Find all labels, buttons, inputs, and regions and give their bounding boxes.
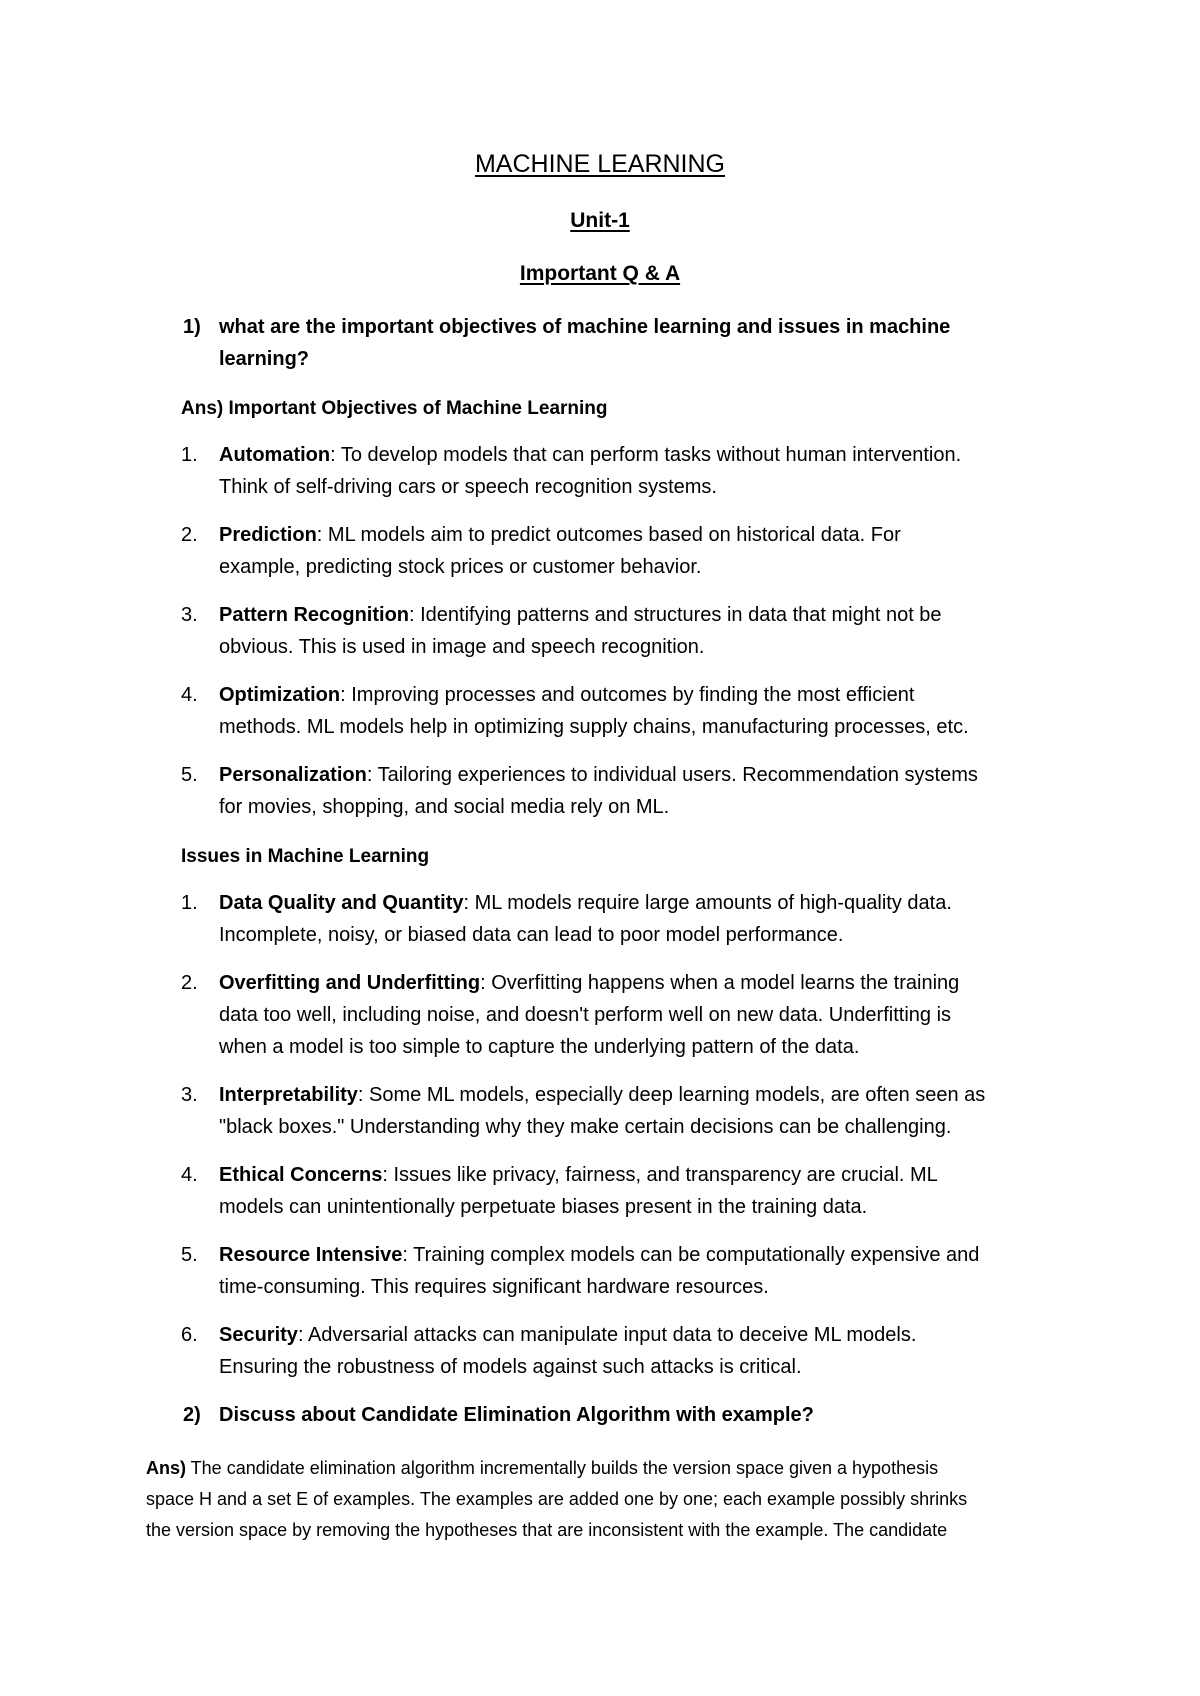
objective-text: : Improving processes and outcomes by finding the most efficient xyxy=(340,684,915,706)
issue-term: Resource Intensive xyxy=(219,1244,403,1266)
issue-text: : Adversarial attacks can manipulate input data to deceive ML models. xyxy=(297,1324,917,1346)
issue-number: 5. xyxy=(181,1244,198,1266)
issue-text: : Issues like privacy, fairness, and transparency are crucial. ML xyxy=(382,1164,938,1186)
objective-line xyxy=(219,524,901,547)
objective-line xyxy=(219,684,914,707)
question-1-line-2: learning? xyxy=(219,348,310,370)
objective-term: Automation xyxy=(219,444,331,466)
objective-term: Pattern Recognition xyxy=(219,604,410,626)
issues-heading: Issues in Machine Learning xyxy=(181,846,430,867)
issue-number: 2. xyxy=(181,972,198,994)
objective-line-2: Think of self-driving cars or speech recognition systems. xyxy=(219,476,717,498)
question-1-line-1: what are the important objectives of machine learning and issues in machine xyxy=(219,316,951,338)
issue-term: Ethical Concerns xyxy=(219,1164,383,1186)
objective-number: 2. xyxy=(181,524,198,546)
issue-term: Interpretability xyxy=(219,1084,358,1106)
issue-line-2: models can unintentionally perpetuate biases present in the training data. xyxy=(219,1196,868,1218)
objective-number: 4. xyxy=(181,684,198,706)
issue-line xyxy=(219,892,952,915)
issue-line-2: "black boxes." Understanding why they make certain decisions can be challenging. xyxy=(219,1116,952,1138)
objective-term: Optimization xyxy=(219,684,341,706)
objective-line xyxy=(219,764,978,787)
issue-line xyxy=(219,1244,979,1267)
issue-term: Security xyxy=(219,1324,298,1346)
answer-2-line-3: the version space by removing the hypotheses that are inconsistent with the example. The candidate xyxy=(146,1520,948,1540)
issue-line-2: data too well, including noise, and doesn't perform well on new data. Underfitting is xyxy=(219,1004,952,1026)
issue-number: 4. xyxy=(181,1164,198,1186)
question-2-number: 2) xyxy=(183,1404,201,1426)
issue-text: : Overfitting happens when a model learns the training xyxy=(480,972,960,994)
question-1-number: 1) xyxy=(183,316,201,338)
issue-number: 3. xyxy=(181,1084,198,1106)
question-2-text: Discuss about Candidate Elimination Algorithm with example? xyxy=(219,1404,814,1426)
issue-line-2: Incomplete, noisy, or biased data can lead to poor model performance. xyxy=(219,924,844,946)
answer-2-label: Ans) xyxy=(146,1458,186,1478)
issue-line xyxy=(219,1324,916,1347)
objective-line-2: example, predicting stock prices or customer behavior. xyxy=(219,556,702,578)
objective-text: : Tailoring experiences to individual users. Recommendation systems xyxy=(366,764,978,786)
objective-term: Prediction xyxy=(219,524,317,546)
answer-2-line-2: space H and a set E of examples. The examples are added one by one; each example possibly shrinks xyxy=(146,1489,968,1509)
objective-line-2: obvious. This is used in image and speech recognition. xyxy=(219,636,705,658)
issue-line-2: time-consuming. This requires significant hardware resources. xyxy=(219,1276,769,1298)
issue-line xyxy=(219,972,959,995)
objective-number: 3. xyxy=(181,604,198,626)
issue-line xyxy=(219,1164,938,1187)
issue-number: 6. xyxy=(181,1324,198,1346)
issue-line xyxy=(219,1084,985,1107)
objective-text: : Identifying patterns and structures in data that might not be xyxy=(409,604,942,626)
unit-heading: Unit-1 xyxy=(570,209,630,232)
objective-line-2: for movies, shopping, and social media rely on ML. xyxy=(219,796,670,818)
issue-text: : ML models require large amounts of high-quality data. xyxy=(463,892,952,914)
issue-line-2: Ensuring the robustness of models against such attacks is critical. xyxy=(219,1356,802,1378)
issue-term: Overfitting and Underfitting xyxy=(219,972,481,994)
page-title: MACHINE LEARNING xyxy=(474,150,726,178)
objective-term: Personalization xyxy=(219,764,367,786)
issue-term: Data Quality and Quantity xyxy=(219,892,464,914)
issue-text: : Training complex models can be computationally expensive and xyxy=(402,1244,980,1266)
objective-text: : ML models aim to predict outcomes based on historical data. For xyxy=(316,524,901,546)
objective-line xyxy=(219,444,961,467)
answer-2-text: The candidate elimination algorithm incrementally builds the version space given a hypothesis xyxy=(186,1458,939,1478)
answer-2-line-1 xyxy=(146,1458,938,1479)
objective-number: 5. xyxy=(181,764,198,786)
objective-text: : To develop models that can perform tasks without human intervention. xyxy=(330,444,962,466)
issue-text: : Some ML models, especially deep learning models, are often seen as xyxy=(357,1084,986,1106)
qa-heading: Important Q & A xyxy=(519,262,681,285)
objectives-heading: Ans) Important Objectives of Machine Learning xyxy=(181,398,608,419)
objective-number: 1. xyxy=(181,444,198,466)
objective-line-2: methods. ML models help in optimizing supply chains, manufacturing processes, etc. xyxy=(219,716,969,738)
objective-line xyxy=(219,604,942,627)
issue-line-3: when a model is too simple to capture the underlying pattern of the data. xyxy=(219,1036,860,1058)
issue-number: 1. xyxy=(181,892,198,914)
